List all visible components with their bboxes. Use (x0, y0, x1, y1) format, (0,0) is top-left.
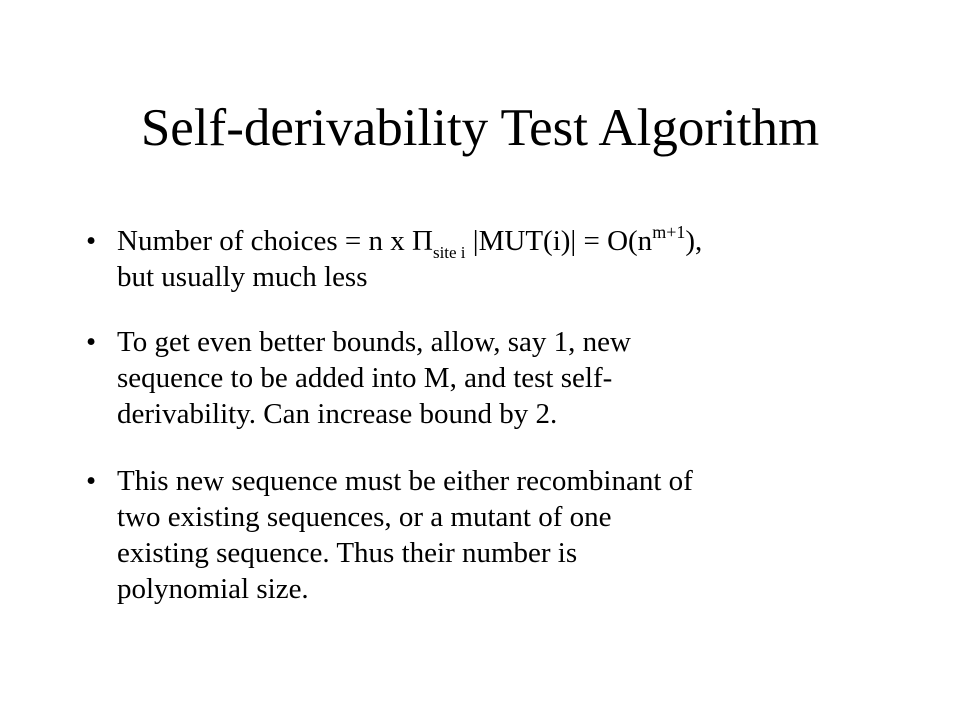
bullet-line: derivability. Can increase bound by 2. (117, 398, 558, 430)
bullet-line: existing sequence. Thus their number is (117, 537, 578, 569)
bullet-line: polynomial size. (117, 573, 309, 605)
formula-text-before: Number of choices = n x Π (117, 225, 433, 257)
formula-superscript: m+1 (652, 222, 686, 242)
bullet-line: sequence to be added into M, and test self- (117, 362, 613, 394)
formula-subscript: site i (432, 243, 466, 262)
bullet-text (117, 324, 897, 432)
bullet-line: To get even better bounds, allow, say 1, new (117, 326, 631, 358)
slide-title: Self-derivability Test Algorithm (140, 99, 820, 157)
bullet-text (117, 223, 897, 295)
bullet-icon: • (86, 326, 97, 358)
bullet-line: This new sequence must be either recombinant of (117, 465, 693, 497)
formula-text-after: ), (685, 225, 703, 257)
bullet-line (117, 222, 897, 262)
bullet-icon: • (86, 225, 97, 257)
bullet-line: but usually much less (117, 261, 368, 293)
bullet-line: two existing sequences, or a mutant of one (117, 501, 612, 533)
bullet-icon: • (86, 465, 97, 497)
bullet-text (117, 463, 897, 607)
formula-text-middle: |MUT(i)| = O(n (465, 225, 653, 257)
